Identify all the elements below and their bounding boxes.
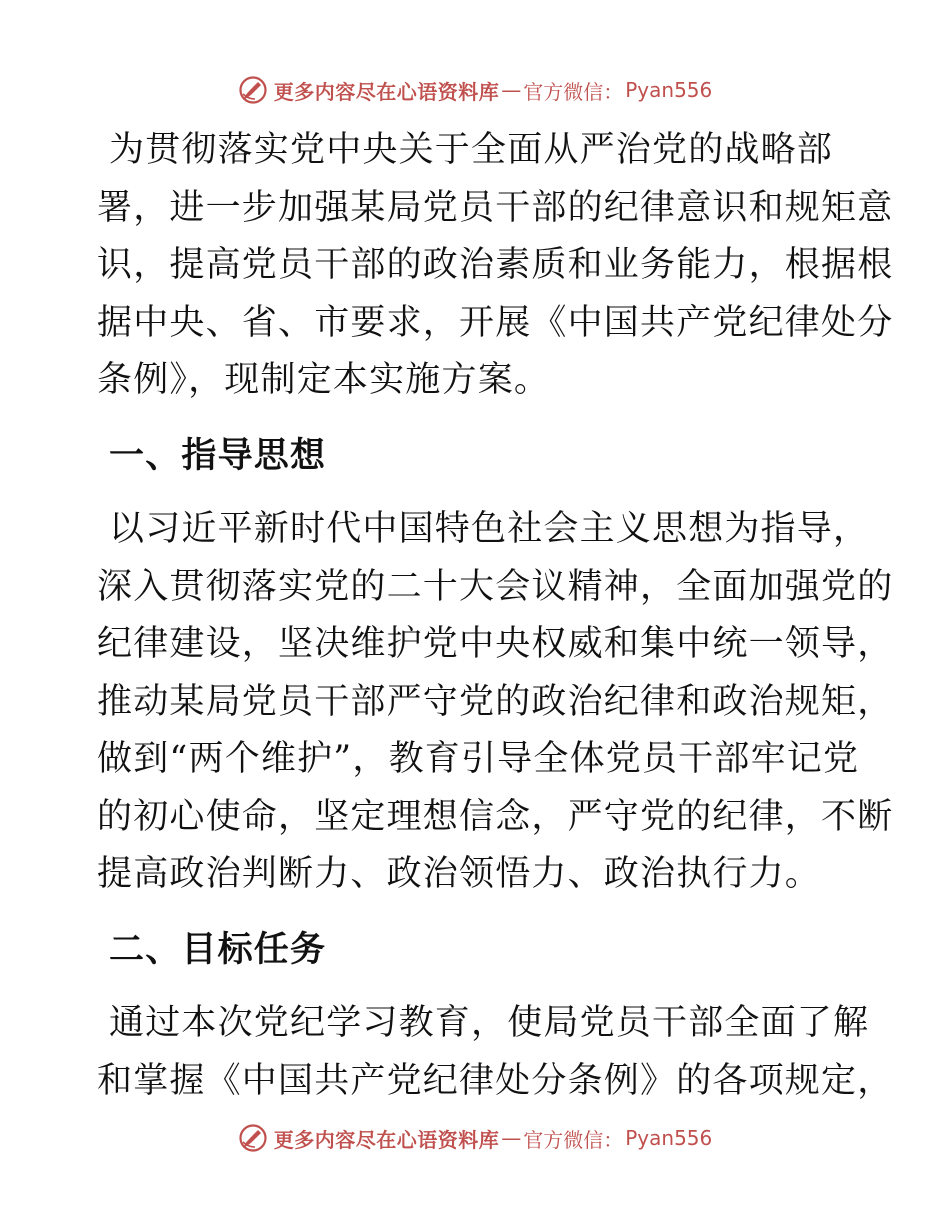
watermark-main-text: 更多内容尽在心语资料库 [273,1127,500,1152]
watermark-official-label: 官方微信： [523,79,624,104]
text-line: 纪律建设，坚决维护党中央权威和集中统一领导， [97,624,894,664]
intro-paragraph [97,122,894,410]
watermark-separator: — [501,78,522,102]
pen-logo-icon [238,75,268,105]
text-line: 以习近平新时代中国特色社会主义思想为指导， [109,509,870,549]
guiding-ideology-paragraph [97,501,894,904]
text-line: 和掌握《中国共产党纪律处分条例》的各项规定， [97,1060,894,1101]
section-heading-guiding-ideology: 一、指导思想 [109,434,327,476]
text-line: 为贯彻落实党中央关于全面从严治党的战略部 [109,130,834,170]
text-line: 推动某局党员干部严守党的政治纪律和政治规矩， [97,681,894,722]
text-line: 的初心使命，坚定理想信念，严守党的纪律，不断 [97,796,894,837]
text-line: 署，进一步加强某局党员干部的纪律意识和规矩意 [97,187,894,228]
pen-logo-icon [238,1123,268,1153]
section-heading-goals-tasks: 二、目标任务 [109,928,327,970]
document-body [97,122,894,1110]
text-line: 据中央、省、市要求，开展《中国共产党纪律处分 [97,302,894,343]
watermark-main-text: 更多内容尽在心语资料库 [273,79,500,104]
watermark-footer [0,1121,950,1155]
text-line: 识，提高党员干部的政治素质和业务能力，根据根 [97,245,894,285]
text-line: 提高政治判断力、政治领悟力、政治执行力。 [97,854,822,894]
text-line: 条例》，现制定本实施方案。 [97,360,551,400]
watermark-wechat-id: Pyan556 [625,1126,713,1150]
watermark-official-label: 官方微信： [523,1127,624,1152]
text-line: 通过本次党纪学习教育，使局党员干部全面了解 [109,1003,870,1043]
watermark-header [0,73,950,107]
watermark-separator: — [501,1126,522,1150]
text-line: 做到“两个维护”，教育引导全体党员干部牢记党 [97,739,860,779]
goals-tasks-paragraph [97,995,894,1110]
watermark-wechat-id: Pyan556 [625,78,713,102]
text-line: 深入贯彻落实党的二十大会议精神，全面加强党的 [97,566,894,607]
